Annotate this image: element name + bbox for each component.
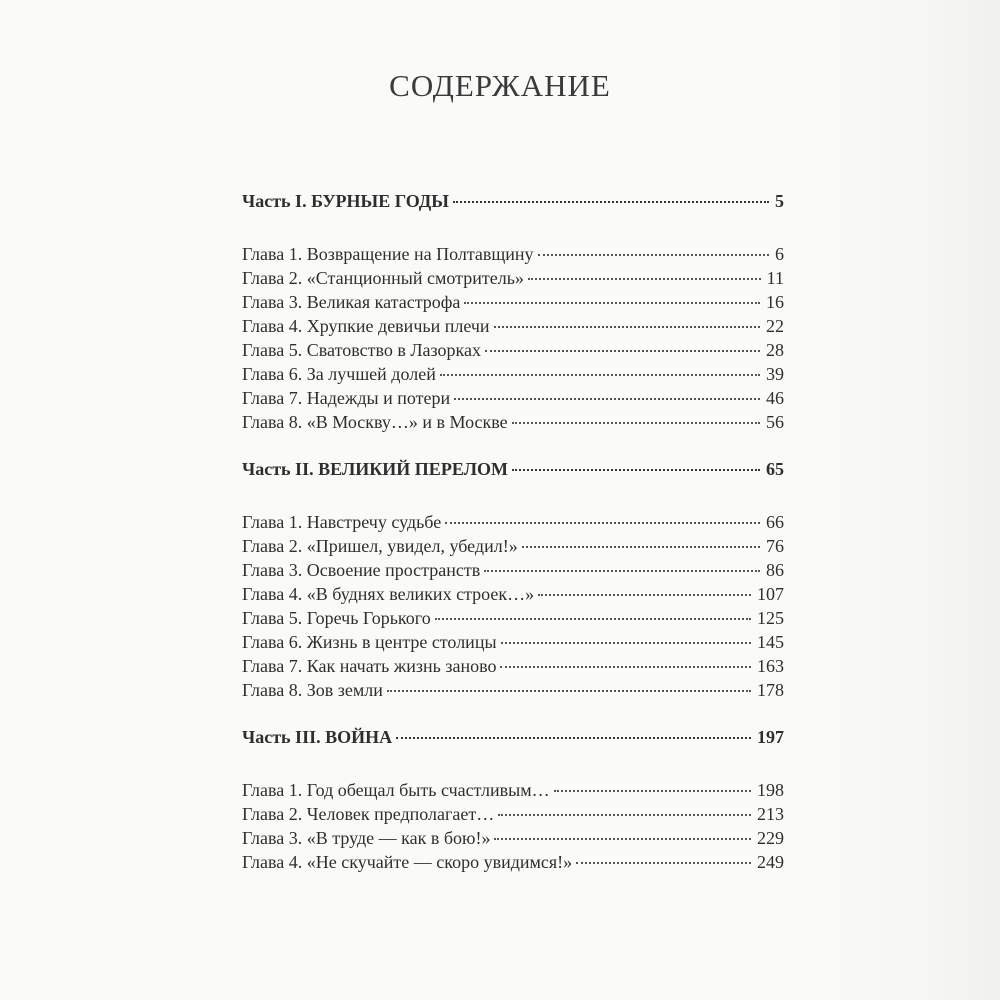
part-page-number: 65	[766, 459, 784, 479]
chapter-page-number: 229	[757, 828, 784, 848]
toc-chapter[interactable]	[242, 678, 784, 702]
toc-chapter[interactable]	[242, 510, 784, 534]
chapter-page-number: 163	[757, 656, 784, 676]
chapter-label: Глава 1. Навстречу судьбе	[242, 512, 442, 532]
dot-leader	[494, 326, 760, 328]
chapter-label: Глава 4. «Не скучайте — скоро увидимся!»	[242, 852, 573, 872]
dot-leader	[454, 398, 760, 400]
dot-leader	[494, 838, 751, 840]
toc-part-2[interactable]	[242, 457, 784, 481]
dot-leader	[445, 522, 760, 524]
chapter-label: Глава 4. Хрупкие девичьи плечи	[242, 316, 490, 336]
toc-chapter[interactable]	[242, 582, 784, 606]
toc-chapter[interactable]	[242, 266, 784, 290]
toc-chapter[interactable]	[242, 290, 784, 314]
chapter-page-number: 11	[766, 268, 784, 288]
part-label: Часть III. ВОЙНА	[242, 727, 393, 747]
chapter-page-number: 22	[766, 316, 784, 336]
part-page-number: 5	[775, 191, 784, 211]
dot-leader	[538, 254, 769, 256]
toc-chapter[interactable]	[242, 778, 784, 802]
dot-leader	[440, 374, 760, 376]
part-label: Часть II. ВЕЛИКИЙ ПЕРЕЛОМ	[242, 459, 508, 479]
part-page-number: 197	[757, 727, 784, 747]
dot-leader	[498, 814, 751, 816]
chapter-label: Глава 2. «Станционный смотритель»	[242, 268, 524, 288]
toc-chapter[interactable]	[242, 826, 784, 850]
dot-leader	[453, 201, 769, 203]
dot-leader	[522, 546, 760, 548]
chapter-label: Глава 2. Человек предполагает…	[242, 804, 495, 824]
chapter-page-number: 249	[757, 852, 784, 872]
chapter-label: Глава 3. Освоение пространств	[242, 560, 481, 580]
dot-leader	[464, 302, 760, 304]
dot-leader	[501, 642, 751, 644]
dot-leader	[538, 594, 751, 596]
chapter-page-number: 145	[757, 632, 784, 652]
chapter-label: Глава 6. За лучшей долей	[242, 364, 436, 384]
dot-leader	[387, 690, 751, 692]
chapter-label: Глава 1. Возвращение на Полтавщину	[242, 244, 534, 264]
chapter-label: Глава 2. «Пришел, увидел, убедил!»	[242, 536, 518, 556]
toc-chapter[interactable]	[242, 630, 784, 654]
chapter-label: Глава 7. Надежды и потери	[242, 388, 451, 408]
chapter-page-number: 39	[766, 364, 784, 384]
chapter-page-number: 16	[766, 292, 784, 312]
dot-leader	[554, 790, 751, 792]
chapter-label: Глава 1. Год обещал быть счастливым…	[242, 780, 550, 800]
chapter-page-number: 56	[766, 412, 784, 432]
dot-leader	[485, 350, 760, 352]
table-of-contents	[242, 189, 784, 874]
dot-leader	[500, 666, 751, 668]
toc-chapter[interactable]	[242, 850, 784, 874]
chapter-page-number: 76	[766, 536, 784, 556]
dot-leader	[528, 278, 761, 280]
toc-chapter[interactable]	[242, 362, 784, 386]
chapter-page-number: 198	[757, 780, 784, 800]
chapter-label: Глава 3. Великая катастрофа	[242, 292, 461, 312]
chapter-page-number: 213	[757, 804, 784, 824]
dot-leader	[512, 469, 760, 471]
chapter-page-number: 28	[766, 340, 784, 360]
chapter-page-number: 46	[766, 388, 784, 408]
toc-part-3[interactable]	[242, 725, 784, 749]
toc-chapter[interactable]	[242, 314, 784, 338]
page-edge-shadow	[800, 0, 1000, 1000]
chapter-label: Глава 8. «В Москву…» и в Москве	[242, 412, 508, 432]
toc-chapter[interactable]	[242, 654, 784, 678]
chapter-label: Глава 4. «В буднях великих строек…»	[242, 584, 535, 604]
dot-leader	[484, 570, 760, 572]
toc-chapter[interactable]	[242, 606, 784, 630]
chapter-page-number: 6	[775, 244, 784, 264]
chapter-label: Глава 6. Жизнь в центре столицы	[242, 632, 497, 652]
chapter-page-number: 86	[766, 560, 784, 580]
toc-chapter[interactable]	[242, 410, 784, 434]
chapter-page-number: 125	[757, 608, 784, 628]
toc-chapter[interactable]	[242, 558, 784, 582]
chapter-page-number: 178	[757, 680, 784, 700]
chapter-label: Глава 7. Как начать жизнь заново	[242, 656, 497, 676]
toc-part-1[interactable]	[242, 189, 784, 213]
chapter-label: Глава 5. Горечь Горького	[242, 608, 431, 628]
chapter-page-number: 66	[766, 512, 784, 532]
toc-chapter[interactable]	[242, 802, 784, 826]
dot-leader	[435, 618, 751, 620]
dot-leader	[512, 422, 760, 424]
chapter-label: Глава 3. «В труде — как в бою!»	[242, 828, 491, 848]
toc-chapter[interactable]	[242, 242, 784, 266]
toc-chapter[interactable]	[242, 338, 784, 362]
dot-leader	[396, 737, 751, 739]
page-title: СОДЕРЖАНИЕ	[389, 68, 611, 103]
dot-leader	[576, 862, 751, 864]
chapter-label: Глава 5. Сватовство в Лазорках	[242, 340, 481, 360]
chapter-label: Глава 8. Зов земли	[242, 680, 383, 700]
toc-chapter[interactable]	[242, 534, 784, 558]
chapter-page-number: 107	[757, 584, 784, 604]
part-label: Часть I. БУРНЫЕ ГОДЫ	[242, 191, 449, 211]
toc-chapter[interactable]	[242, 386, 784, 410]
